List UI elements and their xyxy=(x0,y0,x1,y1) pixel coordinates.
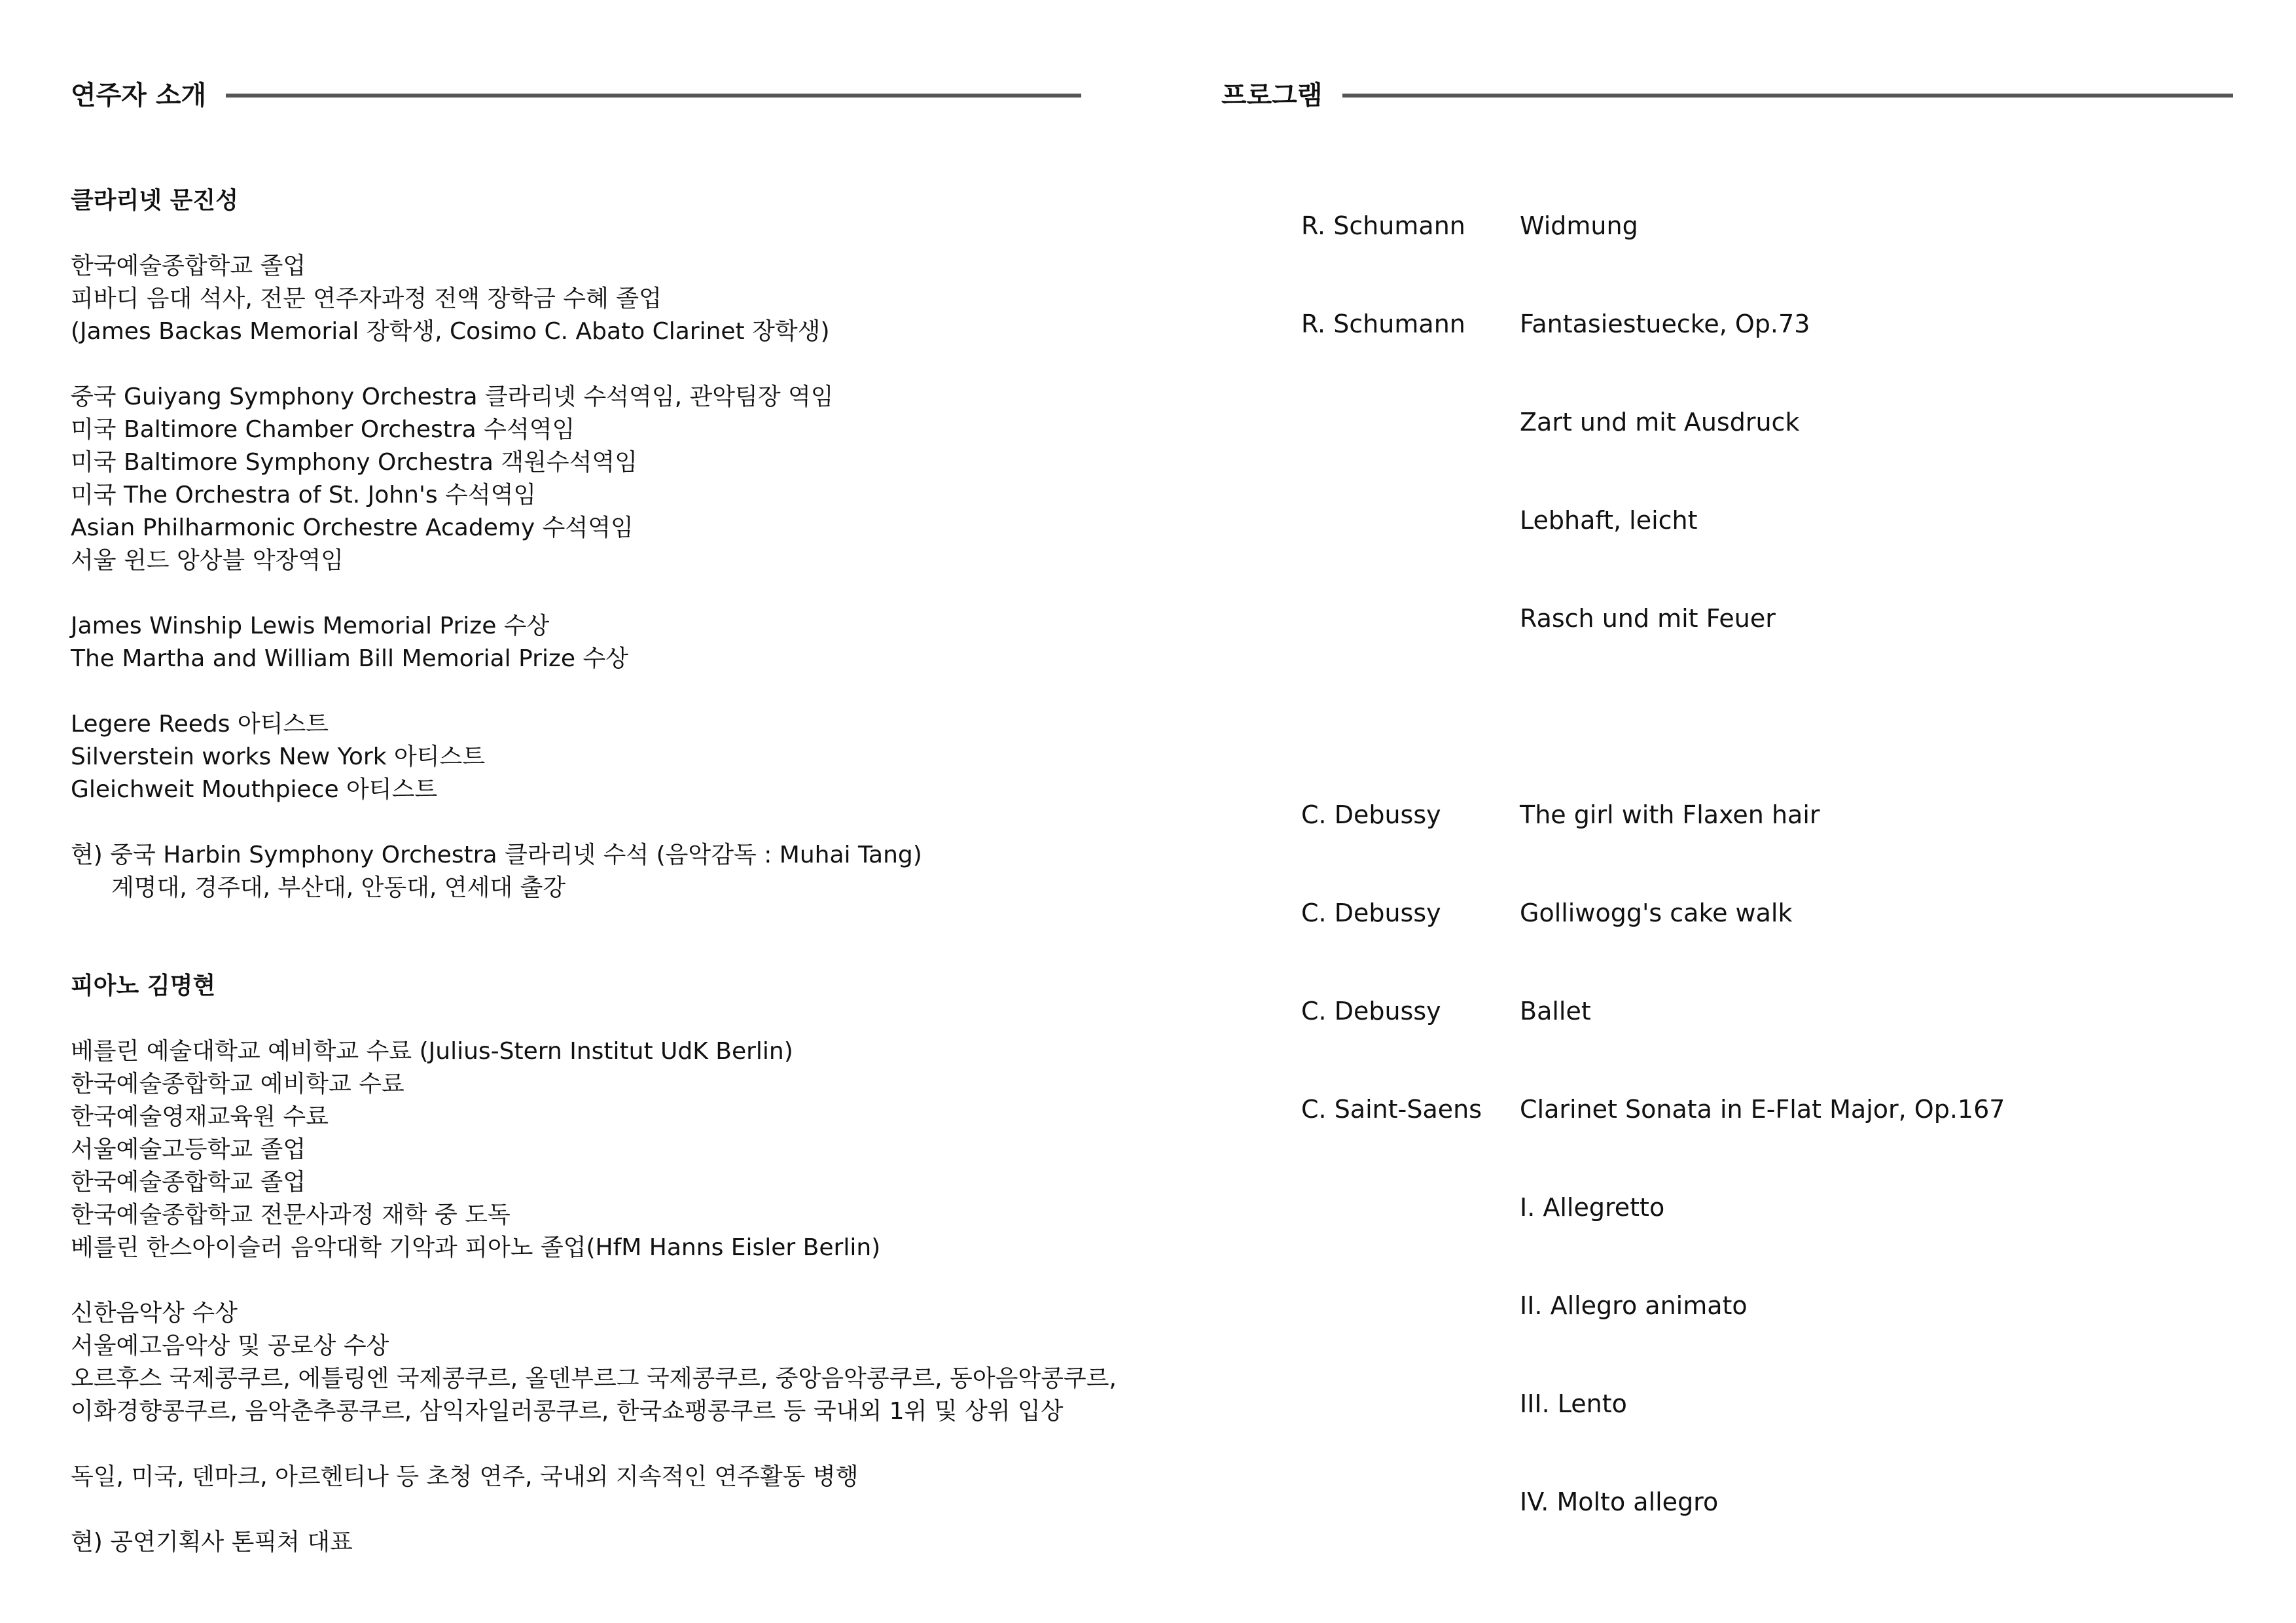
bio-line: 한국예술영재교육원 수료 xyxy=(71,1103,329,1130)
bio-line: 신한음악상 수상 xyxy=(71,1300,238,1327)
bio-line: 서울예술고등학교 졸업 xyxy=(71,1136,306,1163)
program-composer: R. Schumann xyxy=(1301,310,1465,338)
program-piece: I. Allegretto xyxy=(1520,1193,1665,1222)
bio-line: 서울예고음악상 및 공로상 수상 xyxy=(71,1332,389,1359)
clarinet-bio xyxy=(71,250,1183,904)
performers-section-header xyxy=(71,77,1081,114)
program-piece: Fantasiestuecke, Op.73 xyxy=(1520,310,1810,338)
bio-line-indented: 계명대, 경주대, 부산대, 안동대, 연세대 출강 xyxy=(111,874,566,901)
bio-line xyxy=(71,1264,1183,1297)
bio-line: 미국 The Orchestra of St. John's 수석역임 xyxy=(71,482,537,508)
performers-divider xyxy=(226,94,1081,98)
bio-line: 독일, 미국, 덴마크, 아르헨티나 등 초청 연주, 국내외 지속적인 연주활동 병행 xyxy=(71,1463,859,1490)
bio-line: 미국 Baltimore Chamber Orchestra 수석역임 xyxy=(71,416,575,443)
program-section-header xyxy=(1221,77,2233,114)
bio-line: 한국예술종합학교 예비학교 수료 xyxy=(71,1071,404,1097)
program-composer: C. Saint-Saens xyxy=(1301,1095,1482,1124)
bio-line: Asian Philharmonic Orchestre Academy 수석역임 xyxy=(71,514,634,541)
bio-line: 오르후스 국제콩쿠르, 에틀링엔 국제콩쿠르, 올덴부르그 국제콩쿠르, 중앙음악콩쿠르, 동아음악콩쿠르, xyxy=(71,1365,1117,1392)
program-piece: Zart und mit Ausdruck xyxy=(1520,408,1800,437)
bio-line: Silverstein works New York 아티스트 xyxy=(71,743,486,770)
bio-line xyxy=(71,806,1183,839)
bio-line: 한국예술종합학교 졸업 xyxy=(71,253,306,279)
bio-line: The Martha and William Bill Memorial Prize 수상 xyxy=(71,645,628,672)
bio-line xyxy=(71,1428,1183,1461)
program-divider xyxy=(1342,94,2233,98)
bio-line xyxy=(71,675,1183,708)
bio-line xyxy=(71,348,1183,381)
bio-line: Legere Reeds 아티스트 xyxy=(71,711,329,738)
performers-title: 연주자 소개 xyxy=(71,80,207,111)
program-piece: Rasch und mit Feuer xyxy=(1520,604,1776,633)
program-composer: R. Schumann xyxy=(1301,211,1465,240)
program-piece: The girl with Flaxen hair xyxy=(1520,800,1820,829)
bio-line: Gleichweit Mouthpiece 아티스트 xyxy=(71,776,438,803)
program-piece: Golliwogg's cake walk xyxy=(1520,899,1793,927)
program-piece: Ballet xyxy=(1520,997,1591,1026)
bio-line: 피바디 음대 석사, 전문 연주자과정 전액 장학금 수혜 졸업 xyxy=(71,285,662,312)
bio-line: 베를린 한스아이슬러 음악대학 기악과 피아노 졸업(HfM Hanns Eisler Berlin) xyxy=(71,1234,881,1261)
bio-line: James Winship Lewis Memorial Prize 수상 xyxy=(71,613,550,639)
program-composer: C. Debussy xyxy=(1301,800,1441,829)
bio-line: 이화경향콩쿠르, 음악춘추콩쿠르, 삼익자일러콩쿠르, 한국쇼팽콩쿠르 등 국내외 1위 및 상위 입상 xyxy=(71,1398,1064,1425)
bio-line: 중국 Guiyang Symphony Orchestra 클라리넷 수석역임, 관악팀장 역임 xyxy=(71,383,834,410)
bio-line: 서울 윈드 앙상블 악장역임 xyxy=(71,547,344,574)
program-piece: II. Allegro animato xyxy=(1520,1291,1748,1320)
program-piece: Lebhaft, leicht xyxy=(1520,506,1698,535)
bio-line: 현) 공연기획사 톤픽쳐 대표 xyxy=(71,1529,353,1556)
bio-line: 미국 Baltimore Symphony Orchestra 객원수석역임 xyxy=(71,449,637,476)
program-title: 프로그램 xyxy=(1221,80,1323,111)
piano-bio xyxy=(71,1035,1183,1559)
clarinet-performer-name: 클라리넷 문진성 xyxy=(71,187,238,214)
program-composer: C. Debussy xyxy=(1301,997,1441,1026)
bio-line: 현) 중국 Harbin Symphony Orchestra 클라리넷 수석 (음악감독 : Muhai Tang) xyxy=(71,842,922,868)
bio-line: (James Backas Memorial 장학생, Cosimo C. Abato Clarinet 장학생) xyxy=(71,318,830,345)
program-composer: C. Debussy xyxy=(1301,899,1441,927)
program-piece: IV. Molto allegro xyxy=(1520,1488,1719,1516)
program-piece: Clarinet Sonata in E-Flat Major, Op.167 xyxy=(1520,1095,2005,1124)
program-piece: III. Lento xyxy=(1520,1389,1627,1418)
program-piece: Widmung xyxy=(1520,211,1638,240)
bio-line: 한국예술종합학교 전문사과정 재학 중 도독 xyxy=(71,1202,511,1228)
piano-performer-name: 피아노 김명현 xyxy=(71,972,216,999)
bio-line: 베를린 예술대학교 예비학교 수료 (Julius-Stern Institut UdK Berlin) xyxy=(71,1038,793,1065)
bio-line xyxy=(71,1493,1183,1526)
bio-line: 한국예술종합학교 졸업 xyxy=(71,1169,306,1196)
bio-line xyxy=(71,577,1183,610)
